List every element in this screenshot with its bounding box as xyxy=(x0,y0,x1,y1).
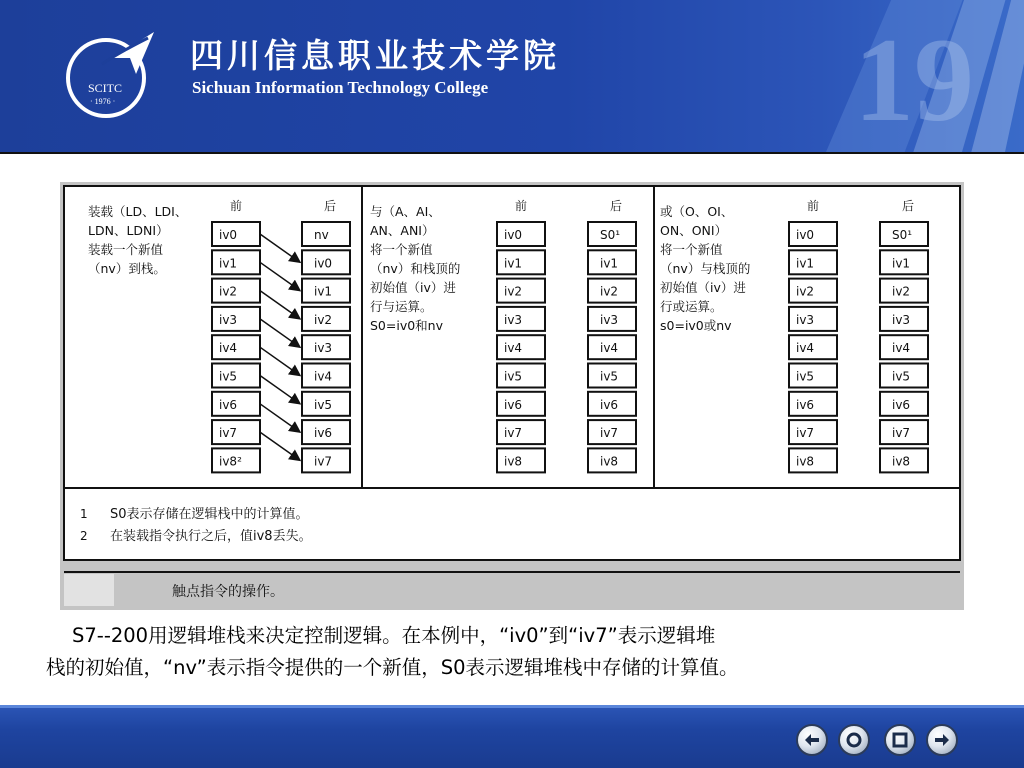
panel1-before-value: iv0 xyxy=(219,228,238,242)
panel2-before-value: iv0 xyxy=(504,228,523,242)
panel2-before-value: iv2 xyxy=(504,284,523,299)
stack-diagram-figure xyxy=(60,182,964,610)
panel1-after-value: iv3 xyxy=(314,341,333,356)
panel2-before-value: iv3 xyxy=(504,312,523,327)
panel3-after-value: S0¹ xyxy=(892,228,913,242)
footnote-number: 1 xyxy=(80,507,88,521)
panel3-before-value: iv0 xyxy=(796,228,815,242)
panel2-before-value: iv1 xyxy=(504,256,523,271)
logo-text: SCITC xyxy=(88,81,123,95)
panel3-before-value: iv2 xyxy=(796,284,815,299)
caption-text xyxy=(46,620,976,684)
panel2-description-line: 将一个新值 xyxy=(370,242,433,257)
header-decoration xyxy=(784,0,1024,152)
panel3-after-value: iv8 xyxy=(892,454,911,469)
panel1-after-value: iv5 xyxy=(314,397,333,412)
panel3-before-value: iv7 xyxy=(796,426,815,441)
panel1-after-value: nv xyxy=(314,228,329,242)
panel1-after-value: iv1 xyxy=(314,284,333,299)
square-icon xyxy=(886,726,914,754)
panel1-after-label: 后 xyxy=(323,199,337,213)
panel2-after-value: S0¹ xyxy=(600,228,621,242)
panel1-before-value: iv3 xyxy=(219,312,238,327)
panel1-before-label: 前 xyxy=(229,199,243,213)
panel1-before-value: iv8² xyxy=(219,454,242,469)
footnote-text: S0表示存储在逻辑栈中的计算值。 xyxy=(110,507,309,522)
caption-line-1: S7--200用逻辑堆栈来决定控制逻辑。在本例中，“iv0”到“iv7”表示逻辑堆 xyxy=(72,624,716,647)
panel3-before-value: iv6 xyxy=(796,397,815,412)
panel2-description-line: S0=iv0和nv xyxy=(370,318,444,333)
panel3-after-value: iv2 xyxy=(892,284,911,299)
figure-title: 触点指令的操作。 xyxy=(172,584,284,600)
stack-diagram xyxy=(60,182,964,610)
footnote-text: 在装载指令执行之后，值iv8丢失。 xyxy=(110,529,312,544)
panel1-after-value: iv0 xyxy=(314,256,333,271)
panel2-description-line: 行与运算。 xyxy=(370,299,433,314)
panel2-after-value: iv4 xyxy=(600,341,619,356)
panel3-description-line: 或（O、OI、 xyxy=(660,204,734,219)
panel3-description-line: 将一个新值 xyxy=(660,242,723,257)
panel2-description-line: AN、ANI） xyxy=(370,223,435,238)
logo-year: · 1976 · xyxy=(90,97,116,106)
circle-icon xyxy=(840,726,868,754)
panel3-after-value: iv3 xyxy=(892,312,911,327)
panel3-description-line: （nv）与栈顶的 xyxy=(660,261,751,276)
footer-highlight xyxy=(0,705,1024,708)
next-page-button[interactable] xyxy=(884,724,916,756)
panel3-before-value: iv8 xyxy=(796,454,815,469)
school-name-en: Sichuan Information Technology College xyxy=(192,78,489,97)
panel3-description-line: s0=iv0或nv xyxy=(660,318,732,333)
panel2-after-value: iv6 xyxy=(600,397,619,412)
panel3-description-line: 初始值（iv）进 xyxy=(660,280,746,295)
panel3-after-value: iv1 xyxy=(892,256,911,271)
panel2-after-value: iv5 xyxy=(600,369,619,384)
title-tab xyxy=(64,574,114,606)
panel1-before-value: iv5 xyxy=(219,369,238,384)
panel3-description-line: ON、ONI） xyxy=(660,223,728,238)
footer-bar xyxy=(0,705,1024,768)
panel1-description-line: 装载一个新值 xyxy=(88,242,164,257)
caption-line-2: 栈的初始值，“nv”表示指令提供的一个新值，S0表示逻辑堆栈中存储的计算值。 xyxy=(46,656,739,679)
svg-text:19: 19 xyxy=(854,13,974,146)
forward-arrow-icon xyxy=(928,726,956,754)
panel3-after-value: iv7 xyxy=(892,426,911,441)
college-logo xyxy=(62,28,158,124)
panel2-after-value: iv2 xyxy=(600,284,619,299)
panel2-before-value: iv8 xyxy=(504,454,523,469)
previous-page-button[interactable] xyxy=(838,724,870,756)
panel2-description-line: （nv）和栈顶的 xyxy=(370,261,461,276)
panel2-description-line: 初始值（iv）进 xyxy=(370,280,456,295)
footnote-area xyxy=(64,488,960,560)
panel3-before-value: iv5 xyxy=(796,369,815,384)
panel2-after-value: iv3 xyxy=(600,312,619,327)
last-page-button[interactable] xyxy=(926,724,958,756)
panel2-before-label: 前 xyxy=(514,199,528,213)
panel1-before-value: iv2 xyxy=(219,284,238,299)
panel1-before-value: iv1 xyxy=(219,256,238,271)
first-page-button[interactable] xyxy=(796,724,828,756)
panel3-before-value: iv3 xyxy=(796,312,815,327)
panel3-description-line: 行或运算。 xyxy=(660,299,723,314)
header-banner xyxy=(0,0,1024,152)
panel2-after-value: iv1 xyxy=(600,256,619,271)
back-arrow-icon xyxy=(798,726,826,754)
header-divider xyxy=(0,152,1024,154)
panel3-before-value: iv4 xyxy=(796,341,815,356)
panel2-before-value: iv6 xyxy=(504,397,523,412)
panel1-before-value: iv6 xyxy=(219,397,238,412)
panel3-after-value: iv4 xyxy=(892,341,911,356)
panel2-after-value: iv7 xyxy=(600,426,619,441)
panel3-after-label: 后 xyxy=(901,199,915,213)
panel1-description-line: 装载（LD、LDI、 xyxy=(88,204,188,219)
panel2-description-line: 与（A、AI、 xyxy=(370,204,441,219)
panel1-before-value: iv7 xyxy=(219,426,238,441)
panel2-before-value: iv7 xyxy=(504,426,523,441)
panel2-before-value: iv4 xyxy=(504,341,523,356)
school-name-cn: 四川信息职业技术学院 xyxy=(190,36,560,75)
panel1-after-value: iv4 xyxy=(314,369,333,384)
panel1-description-line: LDN、LDNI） xyxy=(88,223,169,238)
panel3-before-label: 前 xyxy=(806,199,820,213)
panel1-after-value: iv6 xyxy=(314,426,333,441)
panel1-after-value: iv2 xyxy=(314,312,333,327)
panel2-after-label: 后 xyxy=(609,199,623,213)
panel1-before-value: iv4 xyxy=(219,341,238,356)
panel1-description-line: （nv）到栈。 xyxy=(88,261,166,276)
panel3-before-value: iv1 xyxy=(796,256,815,271)
panel2-after-value: iv8 xyxy=(600,454,619,469)
panel3-after-value: iv5 xyxy=(892,369,911,384)
panel3-after-value: iv6 xyxy=(892,397,911,412)
panel2-before-value: iv5 xyxy=(504,369,523,384)
footnote-number: 2 xyxy=(80,529,88,543)
panel1-after-value: iv7 xyxy=(314,454,333,469)
